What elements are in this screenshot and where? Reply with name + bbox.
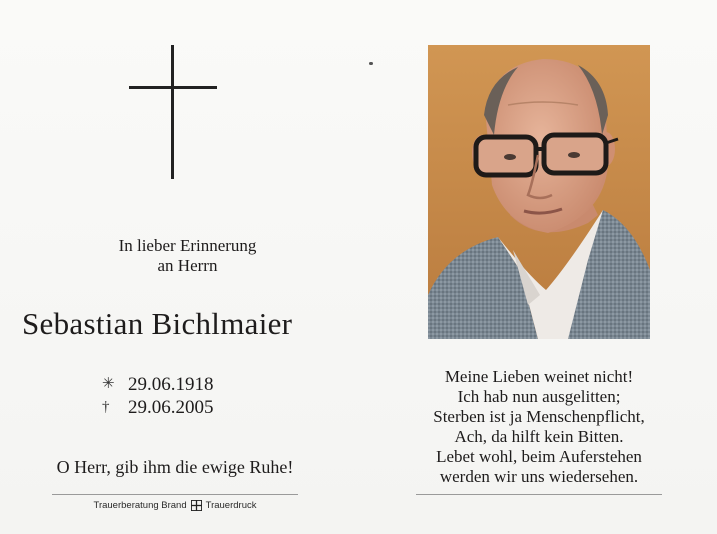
- cross-horizontal-bar: [129, 86, 217, 89]
- birth-date: 29.06.1918: [128, 374, 214, 395]
- poem-line-5: Lebet wohl, beim Auferstehen: [436, 447, 642, 466]
- poem-verse: [410, 367, 668, 487]
- poem-line-2: Ich hab nun ausgelitten;: [457, 387, 621, 406]
- imprint-right: Trauerdruck: [205, 500, 257, 511]
- poem-line-1: Meine Lieben weinet nicht!: [444, 367, 634, 386]
- left-divider: [52, 494, 298, 495]
- intro-text: [60, 236, 315, 276]
- imprint-left: Trauerberatung Brand: [93, 500, 187, 511]
- cross-vertical-bar: [171, 45, 174, 179]
- death-cross-icon: †: [102, 399, 110, 415]
- birth-row: [102, 373, 214, 396]
- right-divider: [416, 494, 662, 495]
- portrait-illustration: [428, 45, 650, 339]
- deceased-name: Sebastian Bichlmaier: [22, 306, 293, 341]
- intro-line-1: In lieber Erinnerung: [118, 236, 257, 255]
- life-dates: [102, 373, 214, 419]
- death-row: [102, 396, 214, 419]
- poem-line-3: Sterben ist ja Menschenpflicht,: [433, 407, 645, 426]
- printer-logo-icon: [191, 500, 202, 511]
- death-date: 29.06.2005: [128, 397, 214, 418]
- paper-speck: [369, 62, 373, 65]
- printer-imprint: [52, 500, 298, 511]
- prayer-line: O Herr, gib ihm die ewige Ruhe!: [56, 457, 294, 477]
- poem-line-4: Ach, da hilft kein Bitten.: [454, 427, 624, 446]
- poem-line-6: werden wir uns wiedersehen.: [439, 467, 639, 486]
- birth-star-icon: ✳: [102, 376, 115, 392]
- portrait-photo: [428, 45, 650, 339]
- intro-line-2: an Herrn: [157, 256, 218, 275]
